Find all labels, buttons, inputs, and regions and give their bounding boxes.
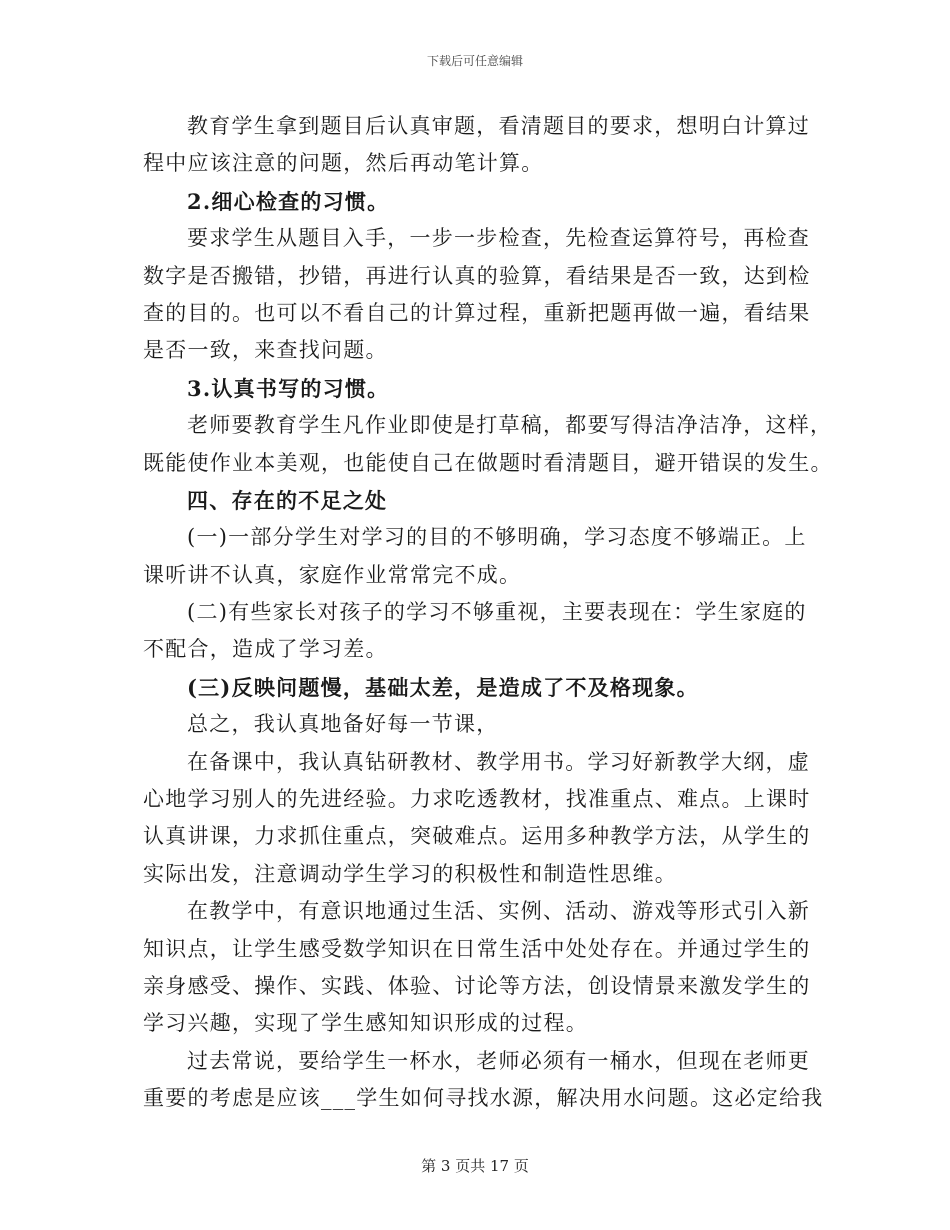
paragraph-line: 在教学中，有意识地通过生活、实例、活动、游戏等形式引入新 — [187, 899, 810, 924]
paragraph-line: 认真讲课，力求抓住重点，突破难点。运用多种教学方法，从学生的 — [143, 824, 811, 849]
paragraph-line: 过去常说，要给学生一杯水，老师必须有一桶水，但现在老师更 — [187, 1048, 810, 1073]
paragraph-line: 心地学习别人的先进经验。力求吃透教材，找准重点、难点。上课时 — [143, 787, 811, 812]
paragraph-line: 亲身感受、操作、实践、体验、讨论等方法，创设情景来激发学生的 — [143, 973, 811, 998]
paragraph-line: 老师要教育学生凡作业即使是打草稿，都要写得洁净洁净，这样， — [187, 413, 833, 438]
paragraph-line: (一)一部分学生对学习的目的不够明确，学习态度不够端正。上 — [187, 525, 807, 550]
section-heading-line: (三)反映问题慢，基础太差，是造成了不及格现象。 — [187, 674, 699, 700]
paragraph-line: 不配合，造成了学习差。 — [143, 637, 388, 662]
document-body — [143, 108, 833, 1118]
paragraph-line: 是否一致，来查找问题。 — [143, 338, 388, 363]
paragraph-line: 总之，我认真地备好每一节课， — [187, 712, 499, 737]
paragraph-line: 查的目的。也可以不看自己的计算过程，重新把题再做一遍，看结果 — [143, 300, 811, 325]
paragraph-line: 课听讲不认真，家庭作业常常完不成。 — [143, 562, 522, 587]
paragraph-line: 实际出发，注意调动学生学习的积极性和制造性思维。 — [143, 861, 677, 886]
paragraph-line: 程中应该注意的问题，然后再动笔计算。 — [143, 151, 544, 176]
paragraph-line: 教育学生拿到题目后认真审题，看清题目的要求，想明白计算过 — [187, 114, 810, 138]
paragraph-line: 既能使作业本美观，也能使自己在做题时看清题目，避开错误的发生。 — [143, 450, 833, 475]
paragraph-line: 数字是否搬错，抄错，再进行认真的验算，看结果是否一致，达到检 — [143, 263, 811, 288]
paragraph-line: 学习兴趣，实现了学生感知知识形成的过程。 — [143, 1011, 588, 1036]
paragraph-line: 重要的考虑是应该___学生如何寻找水源，解决用水问题。这必定给我 — [143, 1086, 824, 1111]
paragraph-line: (二)有些家长对孩子的学习不够重视，主要表现在：学生家庭的 — [187, 600, 807, 625]
paragraph-line: 要求学生从题目入手，一步一步检查，先检查运算符号，再检查 — [187, 226, 810, 251]
section-heading-line: 3.认真书写的习惯。 — [187, 375, 390, 401]
page-footer: 第 3 页共 17 页 — [421, 1157, 529, 1175]
paragraph-line: 知识点，让学生感受数学知识在日常生活中处处存在。并通过学生的 — [143, 936, 811, 961]
section-heading-line: 四、存在的不足之处 — [187, 487, 388, 513]
paragraph-line: 在备课中，我认真钻研教材、教学用书。学习好新教学大纲，虚 — [187, 749, 810, 774]
page-header: 下载后可任意编辑 — [426, 54, 523, 68]
section-heading-line: 2.细心检查的习惯。 — [187, 188, 390, 214]
